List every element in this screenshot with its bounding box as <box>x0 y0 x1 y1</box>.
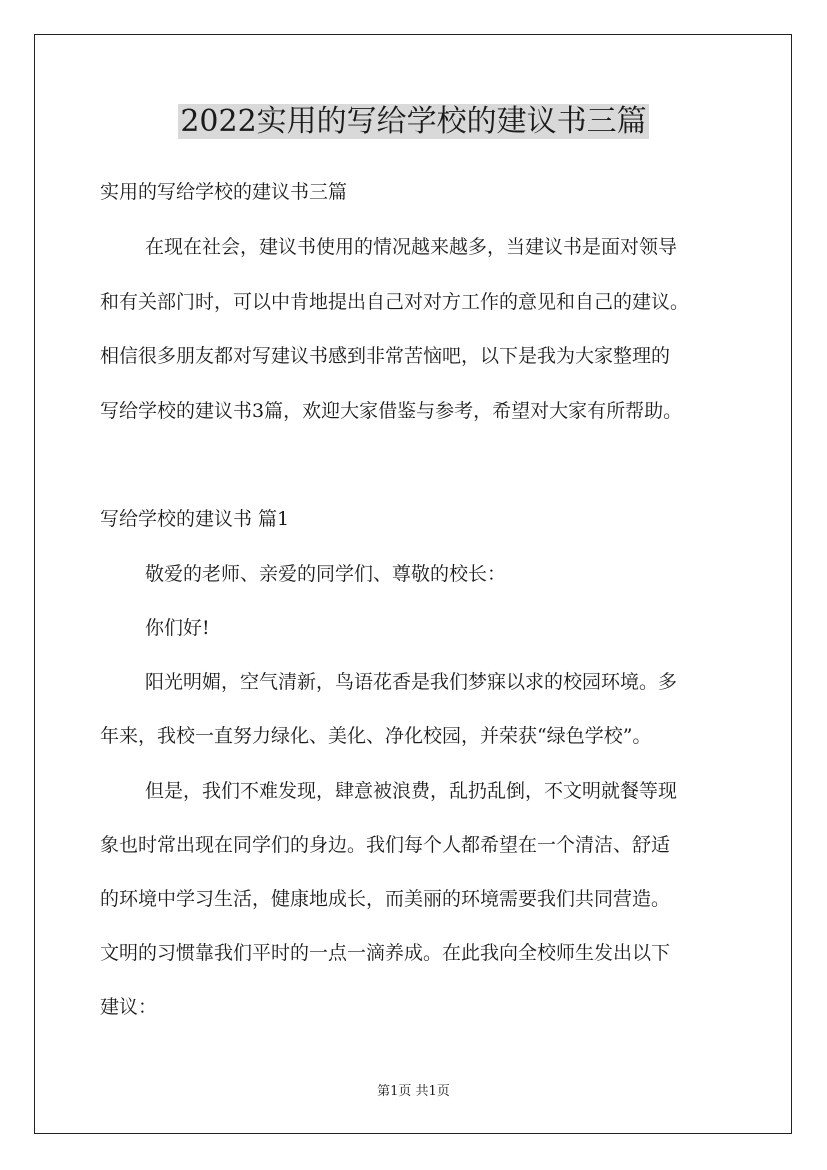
intro-line-2: 和有关部门时，可以中肯地提出自己对对方工作的意见和自己的建议。 <box>100 291 690 313</box>
para2-line-3: 的环境中学习生活，健康地成长，而美丽的环境需要我们共同营造。 <box>100 888 671 910</box>
hello-line: 你们好! <box>145 617 210 639</box>
para2-line-5: 建议： <box>100 996 158 1018</box>
intro-line-3: 相信很多朋友都对写建议书感到非常苦恼吧，以下是我为大家整理的 <box>100 345 671 367</box>
intro-line-1: 在现在社会，建议书使用的情况越来越多，当建议书是面对领导 <box>145 236 678 258</box>
greeting-line: 敬爱的老师、亲爱的同学们、尊敬的校长： <box>145 563 507 585</box>
para2-line-1: 但是，我们不难发现，肆意被浪费，乱扔乱倒，不文明就餐等现 <box>145 780 678 802</box>
para1-line-2: 年来，我校一直努力绿化、美化、净化校园，并荣获“绿色学校”。 <box>100 725 652 747</box>
page-number-footer: 第1页 共1页 <box>377 1084 450 1099</box>
document-title <box>0 100 827 144</box>
para1-line-1: 阳光明媚，空气清新，鸟语花香是我们梦寐以求的校园环境。多 <box>145 671 678 693</box>
intro-line-4: 写给学校的建议书3篇，欢迎大家借鉴与参考，希望对大家有所帮助。 <box>100 400 683 422</box>
para2-line-2: 象也时常出现在同学们的身边。我们每个人都希望在一个清洁、舒适 <box>100 834 671 856</box>
document-subtitle: 实用的写给学校的建议书三篇 <box>100 181 348 203</box>
section-heading: 写给学校的建议书 篇1 <box>100 508 290 530</box>
para2-line-4: 文明的习惯靠我们平时的一点一滴养成。在此我向全校师生发出以下 <box>100 942 671 964</box>
document-title-text: 2022实用的写给学校的建议书三篇 <box>180 104 647 139</box>
